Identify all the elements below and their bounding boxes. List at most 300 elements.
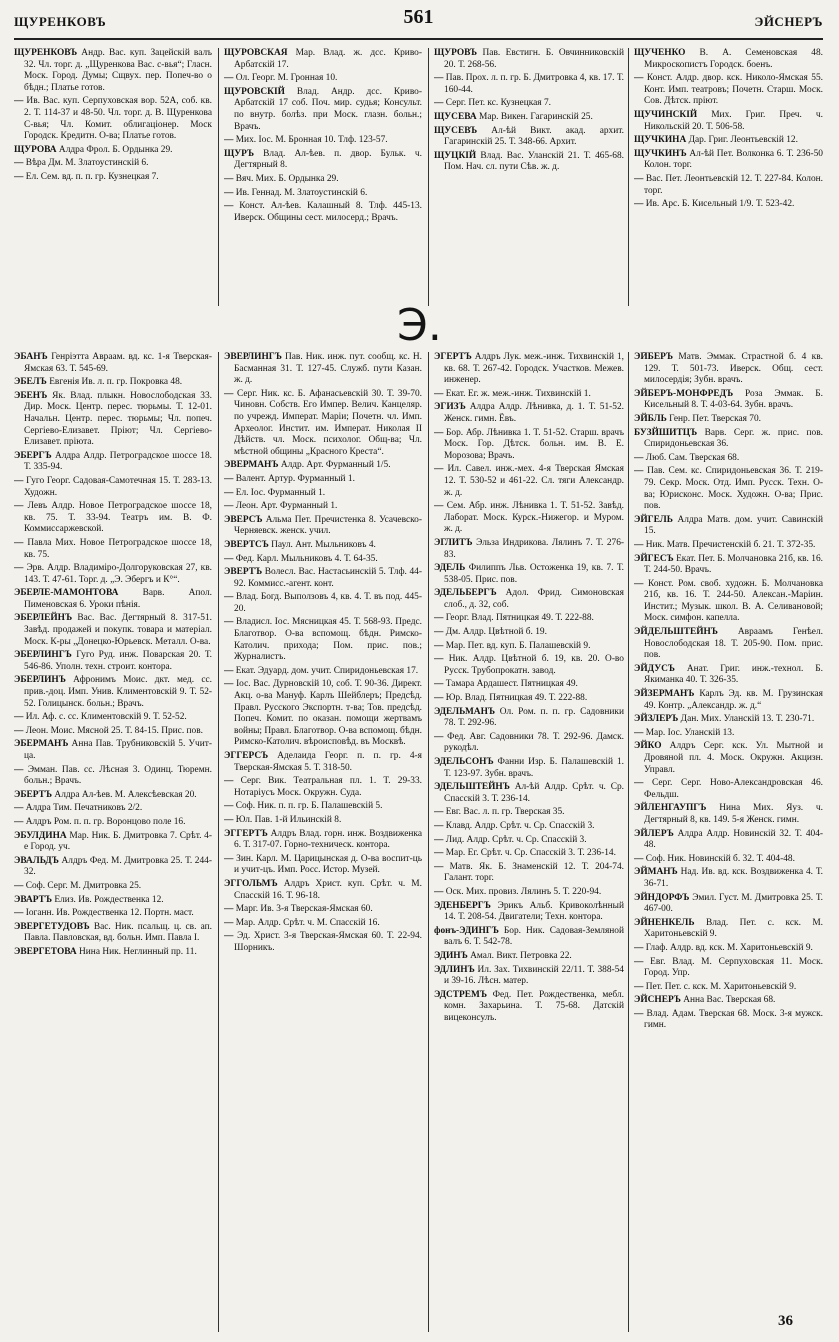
entry-surname: — xyxy=(434,388,444,399)
entry-surname: — xyxy=(224,776,234,787)
entry-surname: ЭДЕЛЬМАНЪ xyxy=(434,706,496,717)
entry-surname: ЩУРОВСКІЙ xyxy=(224,86,285,97)
directory-entry xyxy=(224,188,422,200)
entry-surname: ЭБЕРЛЕЙНЪ xyxy=(14,613,73,624)
directory-entry xyxy=(634,135,823,147)
entry-details: Алдра Алдр. Новинскій 32. Т. 404-48. xyxy=(644,828,823,851)
directory-entry xyxy=(634,982,823,994)
directory-entry xyxy=(434,757,624,780)
entry-surname: ЩУСЕВА xyxy=(434,111,477,122)
directory-entry xyxy=(434,887,624,899)
entry-surname: ЭГЛИТЪ xyxy=(434,537,473,548)
directory-entry xyxy=(224,904,422,916)
bottom-column-4 xyxy=(634,352,823,1332)
entry-surname: ЭЙЗЕРМАНЪ xyxy=(634,689,695,700)
entry-surname: — xyxy=(434,848,444,859)
entry-details: Мар. Викен. Гагаринскій 25. xyxy=(476,111,593,122)
directory-entry xyxy=(224,617,422,663)
directory-entry xyxy=(14,158,212,170)
entry-surname: ЭВЕРГЕТУДОВЪ xyxy=(14,921,90,932)
directory-entry xyxy=(14,765,212,788)
directory-entry xyxy=(634,741,823,776)
entry-surname: — xyxy=(434,834,444,845)
entry-details: Соф. Серг. М. Дмитровка 25. xyxy=(23,880,142,891)
entry-details: Ив. Вас. куп. Серпуховская вор. 52А, соб. кв. 2. Т. 114-37 и 48-50. Чл. торг. д. В. Щуренкова С-вья; Чл. Комит. облигаціонер. Моск Городск. Кредитн. О-ва; Платье готов. xyxy=(23,96,212,142)
entry-surname: ЩУЧЕНКО xyxy=(634,48,686,58)
directory-entry xyxy=(634,803,823,826)
directory-entry xyxy=(434,563,624,586)
entry-details: Юл. Пав. 1-й Ильинскій 8. xyxy=(233,814,342,825)
entry-surname: ЭВЕРТСЪ xyxy=(224,539,269,550)
directory-entry xyxy=(14,790,212,802)
entry-details: Пав. Прох. л. п. гр. Б. Дмитровка 4, кв. 17. Т. 160-44. xyxy=(443,73,624,95)
directory-entry xyxy=(634,995,823,1007)
entry-surname: — xyxy=(634,981,644,992)
entry-surname: ЭЙБЛЬ xyxy=(634,413,667,424)
entry-details: Алдра Матв. дом. учит. Савинскій 15. xyxy=(644,514,823,537)
entry-surname: ЭЙЛЕРЪ xyxy=(634,828,674,839)
entry-details: Елиз. Ив. Рождественка 12. xyxy=(52,894,164,905)
footer-page-number: 36 xyxy=(778,1313,793,1329)
entry-surname: — xyxy=(434,73,444,84)
directory-entry xyxy=(224,854,422,877)
entry-details: Екат. Пет. Б. Молчановка 21б, кв. 16. Т. 244-50. Врачъ. xyxy=(644,553,823,576)
directory-entry xyxy=(14,613,212,648)
entry-surname: — xyxy=(634,539,644,550)
entry-surname: ЭЙЗЛЕРЪ xyxy=(634,714,679,725)
entry-surname: — xyxy=(14,501,24,512)
bottom-column-1 xyxy=(14,352,212,1332)
entry-details: Ник. Алдр. Цвѣтной б. 19, кв. 20. О-во Русск. Трубопрокатн. завод. xyxy=(443,654,624,676)
entry-surname: — xyxy=(14,563,24,574)
directory-entry xyxy=(14,563,212,586)
entry-details: Варв. Апол. Пименовская 6. Уроки пѣнія. xyxy=(24,588,212,610)
entry-surname: — xyxy=(224,201,234,212)
entry-details: Сем. Абр. инж. Лѣнивка 1. Т. 51-52. Завѣд. Лаборат. Моск. Курск.-Нижегор. и Муром. ж. д. xyxy=(443,501,624,535)
directory-entry xyxy=(224,174,422,186)
entry-surname: — xyxy=(14,158,24,169)
entry-surname: ЭЙДЕЛЬШТЕЙНЪ xyxy=(634,627,718,638)
directory-entry xyxy=(434,588,624,611)
entry-surname: — xyxy=(634,199,644,210)
directory-entry xyxy=(14,881,212,893)
directory-entry xyxy=(14,145,212,157)
directory-entry xyxy=(14,501,212,536)
directory-entry xyxy=(434,901,624,924)
entry-surname: — xyxy=(224,487,234,498)
entry-surname: — xyxy=(434,464,444,475)
entry-surname: БУЗЙШИТЦЪ xyxy=(634,427,698,438)
column-divider xyxy=(428,352,429,1332)
directory-entry xyxy=(224,201,422,224)
entry-surname: — xyxy=(434,427,444,438)
entry-surname: ЭЙМАНЪ xyxy=(634,867,678,878)
entry-surname: — xyxy=(224,904,234,915)
entry-surname: ЩУЧКИНЪ xyxy=(634,148,687,159)
entry-surname: — xyxy=(14,764,24,775)
top-columns xyxy=(14,48,823,306)
entry-details: Матв. Эммак. Страстной б. 4 кв. 129. Т. 501-73. Иверск. Общ. сест. милосердія; Зубн. врачъ. xyxy=(644,352,823,386)
directory-entry xyxy=(634,110,823,133)
entry-details: Варв. Серг. ж. прис. пов. Спиридоньевская 36. xyxy=(644,427,823,450)
directory-entry xyxy=(14,391,212,449)
entry-details: Мар. Алдр. Срѣт. ч. М. Спасскій 16. xyxy=(233,917,380,928)
entry-details: Эрикъ Альб. Кривоколѣнный 14. Т. 208-54. Двигатели; Техн. контора. xyxy=(444,900,624,923)
entry-surname: ЭДИНЪ xyxy=(434,950,468,961)
entry-details: Алдръ Христ. куп. Срѣт. ч. М. Спасскій 16. Т. 96-18. xyxy=(234,878,422,901)
page-header xyxy=(14,6,823,36)
directory-entry xyxy=(634,554,823,577)
entry-surname: ЭВАЛЬДЪ xyxy=(14,855,59,866)
entry-surname: — xyxy=(434,886,444,897)
entry-details: Гуго Георг. Садовая-Самотечная 15. Т. 283-13. Художн. xyxy=(23,475,212,498)
entry-surname: — xyxy=(224,592,234,603)
directory-entry xyxy=(434,848,624,860)
directory-entry xyxy=(224,135,422,147)
entry-details: Алдра Фрол. Б. Ордынка 29. xyxy=(56,144,173,155)
directory-entry xyxy=(634,540,823,552)
directory-entry xyxy=(224,540,422,552)
entry-details: Ник. Матв. Пречистенскій б. 21. Т. 372-35. xyxy=(643,539,816,550)
entry-details: Влад. Ал-ѣев. п. двор. Бульк. ч. Дегтярный 8. xyxy=(234,148,422,171)
entry-details: Соф. Ник. Новинскій б. 32. Т. 404-48. xyxy=(643,853,795,864)
entry-details: Леон. Моис. Мясной 25. Т. 84-15. Прис. пов. xyxy=(23,725,203,736)
directory-entry xyxy=(434,862,624,885)
entry-details: Мих. Іос. М. Бронная 10. Тлф. 123-57. xyxy=(233,135,388,146)
directory-entry xyxy=(224,474,422,486)
entry-details: Екат. Ег. ж. меж.-инж. Тихвинскій 1. xyxy=(443,388,591,399)
entry-details: Ил. Аф. с. сс. Климентовскій 9. Т. 52-52. xyxy=(23,712,187,723)
entry-surname: ЭГЕРТЪ xyxy=(434,352,472,362)
directory-entry xyxy=(224,592,422,615)
entry-surname: — xyxy=(224,73,234,84)
entry-surname: — xyxy=(434,613,444,624)
directory-entry xyxy=(434,428,624,463)
directory-entry xyxy=(14,895,212,907)
column-divider xyxy=(428,48,429,306)
directory-entry xyxy=(634,199,823,211)
header-right-catchword: ЭЙСНЕРЪ xyxy=(754,14,823,29)
directory-entry xyxy=(224,149,422,172)
entry-details: Люб. Сам. Тверская 68. xyxy=(643,452,740,463)
entry-surname: ЭЙКО xyxy=(634,741,662,752)
entry-surname: — xyxy=(224,501,234,512)
directory-entry xyxy=(434,679,624,691)
directory-entry xyxy=(14,856,212,879)
entry-details: Роза Эммак. Б. Кисельный 8. Т. 4-03-64. Зубн. врачъ. xyxy=(644,388,823,411)
directory-entry xyxy=(224,801,422,813)
entry-surname: ЭБУЛДИНА xyxy=(14,830,67,841)
directory-entry xyxy=(634,943,823,955)
entry-details: Як. Влад. плыкн. Новослободская 33. Дир. Моск. Центр. перес. тюрьмы. Т. 12-01. Начальн. Центр. перес. тюрьмы; Чл. попеч. Сергіево-Елизавет. Пріют; Чл. Сергіево-Елизавет. пріюта. xyxy=(24,390,212,448)
entry-surname: ЭЙНЕНКЕЛЬ xyxy=(634,917,695,928)
directory-entry xyxy=(634,579,823,625)
directory-entry xyxy=(634,428,823,451)
entry-details: Левъ Алдр. Новое Петроградское шоссе 18, кв. 75. Т. 33-94. Театръ им. В. Ф. Коммиссаржевской. xyxy=(23,501,212,535)
entry-details: Фед. Пет. Рождественка, мебл. комн. Захарьина. Т. 75-68. Датскій вицеконсулъ. xyxy=(444,989,624,1023)
column-divider xyxy=(218,352,219,1332)
entry-details: Амал. Викт. Петровка 22. xyxy=(467,950,572,961)
entry-surname: ЭДЕЛЬБЕРГЪ xyxy=(434,588,497,599)
directory-entry xyxy=(434,951,624,963)
entry-details: Ал-ѣй Пет. Волконка 6. Т. 236-50 Колон. торг. xyxy=(644,148,823,171)
entry-details: Генр. Пет. Тверская 70. xyxy=(666,413,762,424)
entry-surname: ЭБЕЛЪ xyxy=(14,377,47,388)
entry-surname: — xyxy=(634,452,644,463)
entry-surname: — xyxy=(224,801,234,812)
entry-surname: ЩУЧИНСКІЙ xyxy=(634,109,698,120)
entry-surname: — xyxy=(634,173,644,184)
directory-entry xyxy=(634,778,823,801)
entry-details: Конст. Ал-ѣев. Калашный 8. Тлф. 445-13. Иверск. Общины сест. милосерд.; Врачъ. xyxy=(233,201,422,223)
directory-entry xyxy=(434,990,624,1025)
entry-surname: ЭВАРТЪ xyxy=(14,894,53,905)
directory-entry xyxy=(14,922,212,945)
directory-entry xyxy=(434,641,624,653)
directory-entry xyxy=(434,732,624,755)
directory-entry xyxy=(434,821,624,833)
entry-surname: — xyxy=(14,537,24,548)
entry-surname: — xyxy=(224,553,234,564)
top-column-1 xyxy=(14,48,212,306)
entry-details: Афронимъ Моис. дкт. мед. сс. прив.-доц. Имп. Унив. Климентовскій 9. Т. 52-52. Голицынск. больн.; Врачъ. xyxy=(24,675,212,709)
directory-entry xyxy=(634,48,823,71)
entry-surname: — xyxy=(634,1008,644,1019)
entry-details: Алдра Тим. Печатниковъ 2/2. xyxy=(23,803,143,814)
entry-surname: ЭБЕРГЪ xyxy=(14,450,52,461)
directory-entry xyxy=(434,538,624,561)
entry-details: Бор. Ник. Садовая-Земляной валъ 6. Т. 542-78. xyxy=(444,925,624,948)
entry-surname: — xyxy=(224,853,234,864)
entry-details: Волесл. Вас. Настасьинскій 5. Тлф. 44-92. Коммисс.-агент. конт. xyxy=(234,567,422,589)
entry-details: Ел. Сем. вд. п. п. гр. Кузнецкая 7. xyxy=(23,171,159,182)
directory-entry xyxy=(434,835,624,847)
entry-surname: ЩУРОВЪ xyxy=(434,48,478,58)
entry-details: Серг. Ник. кс. Б. Афанасьевскій 30. Т. 39-70. Чиновн. Собств. Его Импер. Велич. Канцеляр. по учрежд. Императ. Маріи; Почетн. чл. Имп. Археолог. Инстит. им. Императ. Николая II Дѣйств. чл. Моск. психолог. Общ-ва; Чл. мѣстной общины „Красного Креста“. xyxy=(233,388,422,457)
entry-surname: — xyxy=(224,388,234,399)
directory-entry xyxy=(224,679,422,749)
entry-surname: ЭЙБЕРЪ xyxy=(634,352,674,362)
directory-entry xyxy=(434,402,624,425)
entry-details: Оск. Мих. провиз. Лялинъ 5. Т. 220-94. xyxy=(443,886,602,897)
entry-details: Екат. Эдуард. дом. учит. Спиридоньевская 17. xyxy=(233,665,419,676)
directory-entry xyxy=(434,73,624,96)
entry-details: Пав. Ник. инж. пут. сообщ. кс. Н. Басманная 31. Т. 127-45. Служб. пути Казан. ж. д. xyxy=(234,352,422,386)
directory-entry xyxy=(634,728,823,740)
directory-entry xyxy=(634,714,823,726)
entry-surname: ЭБЕРМАНЪ xyxy=(14,739,69,750)
page-number: 561 xyxy=(403,6,434,28)
entry-surname: — xyxy=(634,853,644,864)
directory-entry xyxy=(434,48,624,71)
entry-details: Паул. Ант. Мыльниковъ 4. xyxy=(268,539,376,550)
top-column-3 xyxy=(434,48,624,306)
directory-entry xyxy=(434,151,624,174)
entry-surname: ЩУРОВА xyxy=(14,144,57,155)
directory-entry xyxy=(434,98,624,110)
entry-surname: ЭБЕРЛИНЪ xyxy=(14,675,66,686)
directory-entry xyxy=(14,817,212,829)
entry-details: Эмман. Пав. сс. Лѣсная 3. Одинц. Тюремн. больн.; Врачъ. xyxy=(23,764,212,787)
directory-entry xyxy=(224,73,422,85)
column-divider xyxy=(628,48,629,306)
entry-details: Клавд. Алдр. Срѣт. ч. Ср. Спасскій 3. xyxy=(443,820,595,831)
entry-details: Ил. Зах. Тихвинскій 22/11. Т. 388-54 и 39-16. Лѣсн. матер. xyxy=(444,964,624,987)
entry-details: Алдра Ал-ѣев. М. Алексѣевская 20. xyxy=(52,789,197,800)
directory-entry xyxy=(434,501,624,536)
entry-details: Владисл. Іос. Мясницкая 45. Т. 568-93. Предс. Благотвор. О-ва вспомощ. бѣдн. Римско-Католич. прихода; Пом. прис. пов.; Журналистъ. xyxy=(233,617,422,663)
directory-entry xyxy=(14,451,212,474)
entry-details: Лид. Алдр. Срѣт. ч. Ср. Спасскій 3. xyxy=(443,834,587,845)
entry-surname: ЩУЦКІЙ xyxy=(434,150,477,161)
entry-details: Вас. Вас. Дегтярный 8. 317-51. Завѣд. продажей и покупк. товара и матеріал. Моск. К-ры „Донецко-Юрьевск. Металл. О-ва. xyxy=(24,613,212,647)
entry-surname: — xyxy=(434,693,444,704)
entry-surname: — xyxy=(14,725,24,736)
directory-entry xyxy=(14,831,212,854)
entry-details: Ив. Геннад. М. Златоустинскій 6. xyxy=(233,187,368,198)
entry-details: Вас. Пет. Леонтьевскій 12. Т. 227-84. Колон. торг. xyxy=(643,173,823,196)
entry-details: Ил. Савел. инж.-мех. 4-я Тверская Ямская 12. Т. 530-52 и 461-22. Сл. тяги Александр. ж. д. xyxy=(443,464,624,498)
entry-details: Соф. Ник. п. п. гр. Б. Палашевскій 5. xyxy=(233,801,383,812)
entry-surname: — xyxy=(224,617,234,628)
entry-details: Гуго Руд. инж. Поварская 20. Т. 546-86. Уполн. техн. строит. контора. xyxy=(24,650,212,672)
directory-entry xyxy=(224,776,422,799)
entry-details: Над. Ив. вд. кск. Воздвиженка 4. Т. 36-71. xyxy=(644,867,823,889)
directory-entry xyxy=(224,666,422,678)
directory-entry xyxy=(634,1009,823,1032)
entry-details: Іос. Вас. Дурновскій 10, соб. Т. 90-36. Директ. Акц. о-ва Мануф. Карлъ Шейблеръ; Предсѣд. Правл. Русского Экспортн. т-ва; Тов. предсѣд. Попеч. Комит. по оказан. помощи жертвамъ войны; Правл. Благотвор. О-ва вспомощ. бѣдн. Римско-Католич. вѣроисповѣд. въ Москвѣ. xyxy=(233,679,422,748)
entry-surname: — xyxy=(434,807,444,818)
directory-entry xyxy=(14,377,212,389)
directory-entry xyxy=(634,389,823,412)
entry-details: Марг. Ив. 3-я Тверская-Ямская 60. xyxy=(233,904,373,915)
directory-entry xyxy=(634,453,823,465)
directory-entry xyxy=(224,48,422,71)
entry-surname: ЭДЕЛЬСОНЪ xyxy=(434,757,494,767)
entry-details: Тамара Ардашест. Пятницкая 49. xyxy=(443,679,578,690)
entry-details: Алдра Алдр. Лѣнивка, д. 1. Т. 51-52. Женск. гимн. Ёвъ. xyxy=(444,402,624,424)
entry-details: Алдръ Фед. М. Дмитровка 25. Т. 244-32. xyxy=(24,855,212,878)
directory-entry xyxy=(634,174,823,197)
entry-surname: — xyxy=(634,578,644,589)
entry-surname: — xyxy=(634,466,644,477)
entry-details: Дм. Алдр. Цвѣтной б. 19. xyxy=(443,627,547,638)
entry-details: Фед. Авг. Садовники 78. Т. 292-96. Дамск. рукодѣл. xyxy=(443,731,624,754)
entry-details: Зин. Карл. М. Царицынская д. О-ва воспит-ць и учит-цъ. Имп. Росс. Истор. Музей. xyxy=(233,853,422,876)
entry-details: Георг. Влад. Пятницкая 49. Т. 222-88. xyxy=(443,613,594,624)
entry-surname: — xyxy=(14,880,24,891)
entry-surname: ЭЙДУСЪ xyxy=(634,663,675,674)
entry-details: Іоганн. Ив. Рождественка 12. Портн. маст. xyxy=(23,908,194,919)
entry-surname: фонъ-ЭДИНГЪ xyxy=(434,925,499,936)
directory-entry xyxy=(224,352,422,387)
entry-surname: ЭЙБЕРЪ-МОНФРЕДЪ xyxy=(634,388,734,399)
directory-entry xyxy=(434,654,624,677)
entry-surname: — xyxy=(14,475,24,486)
entry-details: Андр. Вас. куп. Зацейскій валъ 32. Чл. торг. д. „Щуренкова Вас. с-вья“; Гласн. Моск. Город. Думы; Сщвух. пер. Попеч-во о бѣдн.; Платье готов. xyxy=(24,48,212,93)
entry-details: Конст. Алдр. двор. кск. Николо-Ямская 55. Конт. Имп. театровъ; Почетн. Старш. Моск. Сов. Дѣтск. пріют. xyxy=(643,73,823,107)
entry-details: Мар. Ник. Б. Дмитровка 7. Срѣт. 4-е Город. уч. xyxy=(24,830,212,853)
entry-details: Пет. Пет. с. кск. М. Харитоньевскій 9. xyxy=(643,981,797,992)
entry-surname: — xyxy=(434,654,444,665)
directory-entry xyxy=(434,965,624,988)
entry-details: Мих. Григ. Преч. ч. Никольскій 20. Т. 506-58. xyxy=(644,109,823,132)
entry-details: Алдръ Ром. п. п. гр. Воронцово поле 16. xyxy=(23,816,186,827)
entry-surname: — xyxy=(14,816,24,827)
entry-details: Пав. Евстигн. Б. Овчинниковскій 20. Т. 268-56. xyxy=(444,48,624,70)
directory-entry xyxy=(224,918,422,930)
directory-entry xyxy=(14,803,212,815)
entry-details: Нина Ник. Неглинный пр. 11. xyxy=(76,946,197,957)
directory-entry xyxy=(434,464,624,499)
entry-details: Анат. Григ. инж.-технол. Б. Якиманка 40. Т. 326-35. xyxy=(644,663,823,686)
entry-surname: ЭДЕЛЬ xyxy=(434,563,466,574)
entry-details: Алдръ Серг. кск. Ул. Мытной и Дровяной пл. 4. Моск. Окружн. Акцизн. Управл. xyxy=(644,741,823,775)
entry-surname: — xyxy=(434,820,444,831)
directory-entry xyxy=(634,854,823,866)
entry-surname: ЭВЕРЛИНГЪ xyxy=(224,352,282,362)
entry-surname: — xyxy=(14,171,24,182)
entry-details: Фед. Карл. Мыльниковъ 4. Т. 64-35. xyxy=(233,553,378,564)
entry-details: Ел. Іос. Фурманный 1. xyxy=(233,487,326,498)
directory-entry xyxy=(224,931,422,954)
entry-surname: ЭВЕРМАНЪ xyxy=(224,460,279,471)
directory-entry xyxy=(14,538,212,561)
entry-details: Эрв. Алдр. Владиміро-Долгоруковская 27, кв. 143. Т. 47-61. Торг. д. „Э. Эбергъ и К°“. xyxy=(23,563,212,585)
entry-details: Алдра Алдр. Петроградское шоссе 18. Т. 335-94. xyxy=(24,450,212,473)
directory-entry xyxy=(14,712,212,724)
entry-details: Серг. Серг. Ново-Александровская 46. Фельдш. xyxy=(643,778,823,800)
entry-surname: ЭВЕРГЕТОВА xyxy=(14,946,77,957)
entry-details: Мар. Влад. ж. дсс. Криво-Арбатскій 17. xyxy=(234,48,422,70)
directory-entry xyxy=(14,739,212,762)
directory-entry xyxy=(634,893,823,916)
directory-entry xyxy=(634,73,823,108)
directory-entry xyxy=(14,588,212,611)
header-left-catchword: ЩУРЕНКОВЪ xyxy=(14,14,107,29)
entry-surname: ЭГГЕРСЪ xyxy=(224,751,269,761)
entry-details: Матв. Як. Б. Знаменскій 12. Т. 204-74. Галант. торг. xyxy=(443,861,624,884)
entry-surname: ЭГИЗЪ xyxy=(434,402,466,413)
column-divider xyxy=(218,48,219,306)
entry-surname: ЭЙЛЕНГАУПГЪ xyxy=(634,803,707,814)
directory-entry xyxy=(224,87,422,133)
entry-surname: ЩУСЕВЪ xyxy=(434,125,478,136)
bottom-column-2 xyxy=(224,352,422,1332)
directory-entry xyxy=(634,664,823,687)
entry-details: Эльза Индрикова. Лялинъ 7. Т. 276-83. xyxy=(444,537,624,560)
entry-details: Конст. Ром. своб. художн. Б. Молчановка 21б, кв. 16. Т. 244-50. Алексан.-Маріин. Инстит.; Музык. школ. В. А. Селивановой; Моск. симфон. капелла. xyxy=(643,578,823,624)
directory-entry xyxy=(14,908,212,920)
directory-entry xyxy=(224,751,422,774)
entry-surname: ЭЙГЕСЪ xyxy=(634,553,674,564)
entry-details: Влад. Пет. с. кск. М. Харитоньевскій 9. xyxy=(644,917,823,940)
entry-surname: ЩУРЪ xyxy=(224,148,255,159)
directory-entry xyxy=(634,829,823,852)
entry-details: Мар. Пет. вд. куп. Б. Палашевскій 9. xyxy=(443,640,591,651)
entry-surname: ЭДЕЛЬШТЕЙНЪ xyxy=(434,782,510,793)
entry-details: Евг. Влад. М. Серпуховская 11. Моск. Город. Упр. xyxy=(643,956,823,979)
entry-surname: — xyxy=(224,679,234,690)
directory-entry xyxy=(224,389,422,459)
entry-surname: — xyxy=(434,679,444,690)
directory-entry xyxy=(434,126,624,149)
entry-details: Евг. Вас. л. п. гр. Тверская 35. xyxy=(443,807,565,818)
directory-entry xyxy=(634,149,823,172)
entry-details: Эмил. Густ. М. Дмитровка 25. Т. 467-00. xyxy=(644,892,823,915)
entry-details: Анна Пав. Трубниковскій 5. Учит-ца. xyxy=(24,739,212,761)
directory-entry xyxy=(434,693,624,705)
